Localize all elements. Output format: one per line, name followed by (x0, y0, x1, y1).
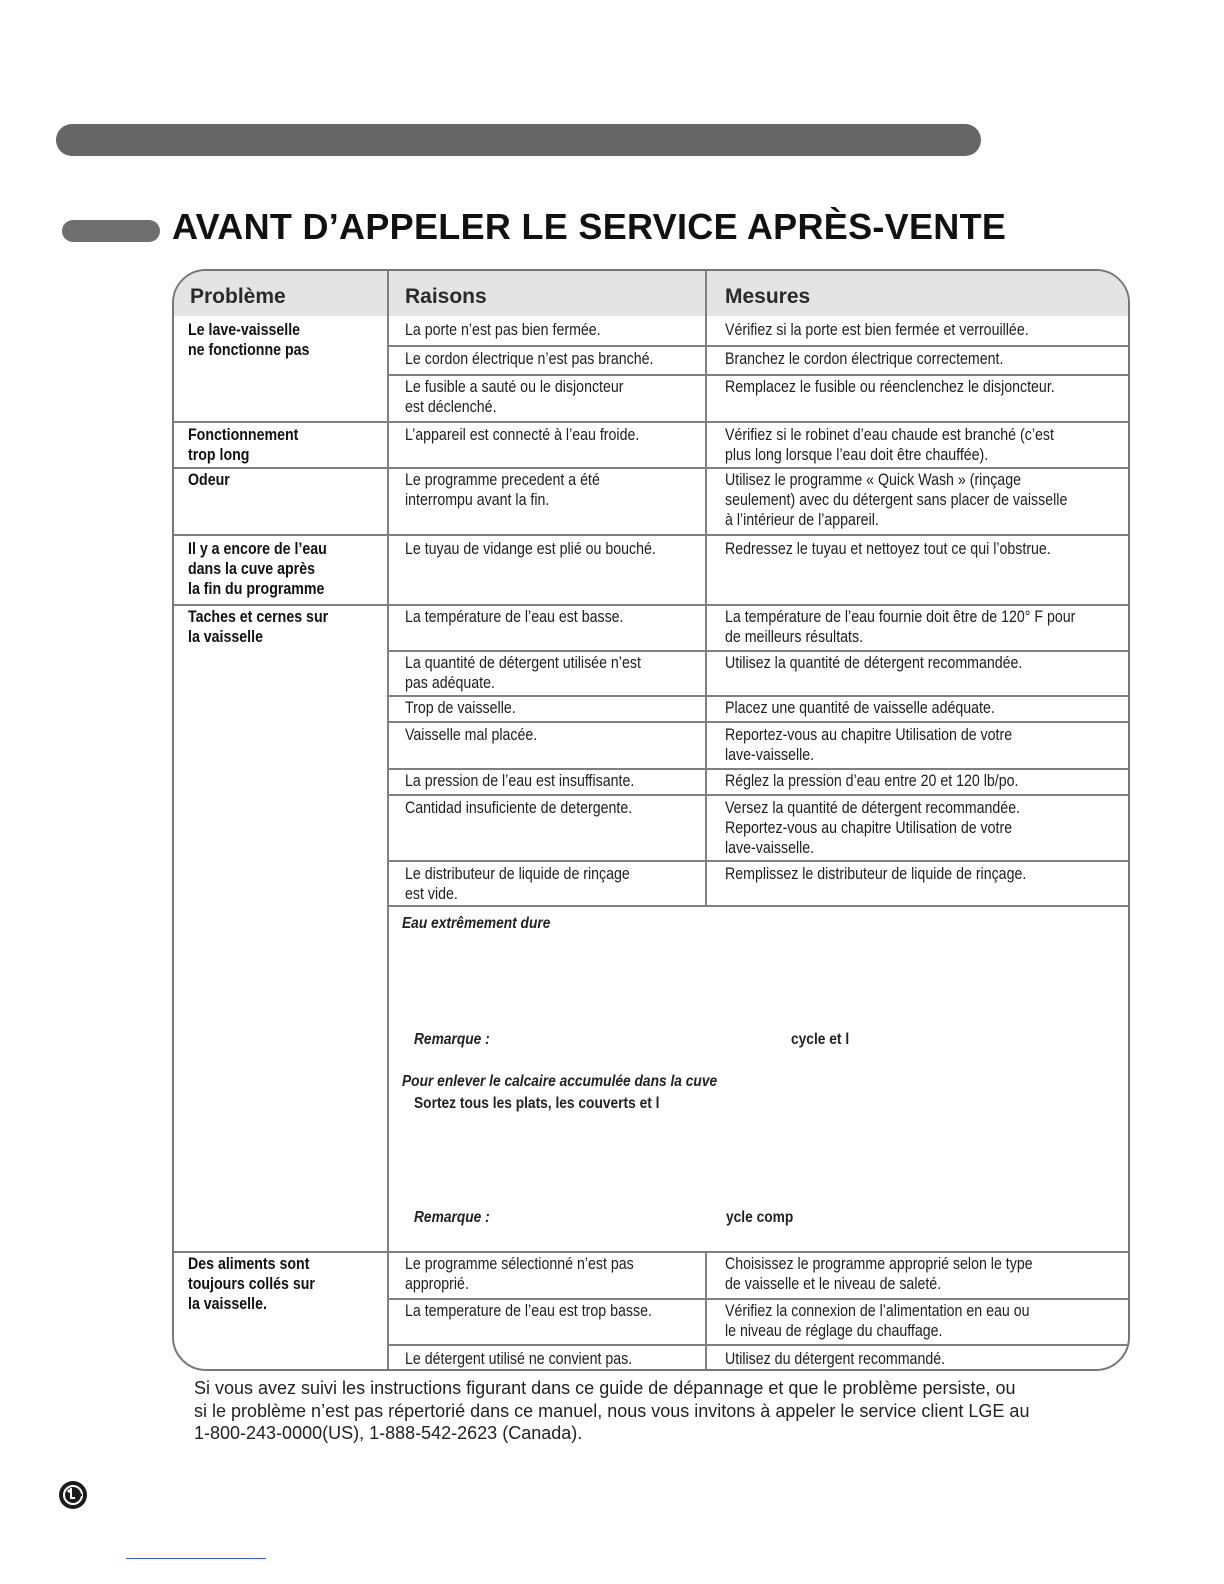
page-title: AVANT D’APPELER LE SERVICE APRÈS-VENTE (172, 206, 1007, 247)
row-divider (387, 345, 1130, 347)
row-divider (387, 768, 1130, 770)
reason-cell: La porte n’est pas bien fermée. (405, 321, 601, 339)
row-divider (387, 1344, 1130, 1346)
header-raisons: Raisons (405, 285, 487, 308)
problem-food-stuck: Des aliments sont toujours collés sur la vaisselle. (188, 1255, 315, 1313)
problem-water-left: Il y a encore de l’eau dans la cuve après la fin du programme (188, 540, 327, 598)
col-divider (705, 1251, 707, 1371)
measure-cell: Branchez le cordon électrique correctement. (725, 350, 1004, 368)
problem-spots: Taches et cernes sur la vaisselle (188, 608, 329, 646)
note-label: Remarque : (414, 1031, 490, 1048)
row-divider (174, 421, 1130, 423)
reason-cell: Le cordon électrique n’est pas branché. (405, 350, 654, 368)
reason-cell: Vaisselle mal placée. (405, 726, 538, 744)
reason-cell: Le programme sélectionné n’est pas approprié. (405, 1255, 634, 1293)
measure-cell: Vérifiez si la porte est bien fermée et verrouillée. (725, 321, 1029, 339)
page-link-underline (126, 1558, 266, 1559)
measure-cell: La température de l’eau fournie doit être de 120° F pour de meilleurs résultats. (725, 608, 1076, 646)
row-divider (387, 650, 1130, 652)
col-divider (705, 271, 707, 907)
row-divider (174, 534, 1130, 536)
hard-water-heading: Eau extrêmement dure (402, 915, 551, 932)
measure-cell: Versez la quantité de détergent recommandée. Reportez-vous au chapitre Utilisation de votre lave-vaisselle. (725, 799, 1021, 857)
descale-heading: Pour enlever le calcaire accumulée dans la cuve (402, 1073, 718, 1090)
measure-cell: Utilisez le programme « Quick Wash » (rinçage seulement) avec du détergent sans placer de vaisselle à l’intérieur de l’appareil. (725, 471, 1068, 529)
measure-cell: Remplissez le distributeur de liquide de rinçage. (725, 865, 1027, 883)
measure-cell: Choisissez le programme approprié selon le type de vaisselle et le niveau de saleté. (725, 1255, 1033, 1293)
problem-odor: Odeur (188, 471, 230, 489)
problem-too-long: Fonctionnement trop long (188, 426, 299, 464)
row-divider (387, 374, 1130, 376)
note-fragment: cycle et l (791, 1031, 850, 1048)
row-divider (387, 721, 1130, 723)
reason-cell: Trop de vaisselle. (405, 699, 516, 717)
reason-cell: La quantité de détergent utilisée n’est pas adéquate. (405, 654, 641, 692)
row-divider (387, 905, 1130, 907)
title-marker (62, 220, 160, 242)
table-header (174, 271, 1128, 316)
measure-cell: Vérifiez si le robinet d’eau chaude est branché (c’est plus long lorsque l’eau doit être chauffée). (725, 426, 1054, 464)
measure-cell: Réglez la pression d’eau entre 20 et 120 lb/po. (725, 772, 1019, 790)
col-divider (387, 271, 389, 1371)
reason-cell: L’appareil est connecté à l’eau froide. (405, 426, 640, 444)
row-divider (387, 794, 1130, 796)
row-divider (387, 1298, 1130, 1300)
measure-cell: Utilisez la quantité de détergent recommandée. (725, 654, 1023, 672)
reason-cell: Le distributeur de liquide de rinçage est vide. (405, 865, 630, 903)
row-divider (387, 695, 1130, 697)
row-divider (174, 1251, 1130, 1253)
problem-not-working: Le lave-vaisselle ne fonctionne pas (188, 321, 310, 359)
reason-cell: Cantidad insuficiente de detergente. (405, 799, 633, 817)
measure-cell: Redressez le tuyau et nettoyez tout ce qui l’obstrue. (725, 540, 1051, 558)
measure-cell: Utilisez du détergent recommandé. (725, 1350, 946, 1368)
note-label: Remarque : (414, 1209, 490, 1226)
reason-cell: Le détergent utilisé ne convient pas. (405, 1350, 633, 1368)
troubleshooting-table (172, 269, 1130, 1371)
reason-cell: Le programme precedent a été interrompu avant la fin. (405, 471, 600, 509)
measure-cell: Reportez-vous au chapitre Utilisation de votre lave-vaisselle. (725, 726, 1013, 764)
descale-step: Sortez tous les plats, les couverts et l (414, 1095, 660, 1112)
row-divider (387, 860, 1130, 862)
measure-cell: Remplacez le fusible ou réenclenchez le disjoncteur. (725, 378, 1055, 396)
row-divider (174, 604, 1130, 606)
footer-contact-text: Si vous avez suivi les instructions figurant dans ce guide de dépannage et que le problème persiste, ou si le problème n’est pas répertorié dans ce manuel, nous vous invitons à appeler le service client LGE au 1-800-243-0000(US), 1-888-542-2623 (Canada). (194, 1378, 1030, 1443)
header-bar (56, 124, 981, 156)
reason-cell: La température de l’eau est basse. (405, 608, 624, 626)
note-fragment: ycle comp (726, 1209, 794, 1226)
reason-cell: La temperature de l’eau est trop basse. (405, 1302, 652, 1320)
reason-cell: Le fusible a sauté ou le disjoncteur est déclenché. (405, 378, 624, 416)
reason-cell: La pression de l’eau est insuffisante. (405, 772, 635, 790)
reason-cell: Le tuyau de vidange est plié ou bouché. (405, 540, 656, 558)
measure-cell: Placez une quantité de vaisselle adéquate. (725, 699, 995, 717)
lg-logo-icon (58, 1480, 88, 1510)
measure-cell: Vérifiez la connexion de l’alimentation en eau ou le niveau de réglage du chauffage. (725, 1302, 1030, 1340)
row-divider (174, 467, 1130, 469)
header-probleme: Problème (190, 285, 286, 308)
header-mesures: Mesures (725, 285, 811, 308)
